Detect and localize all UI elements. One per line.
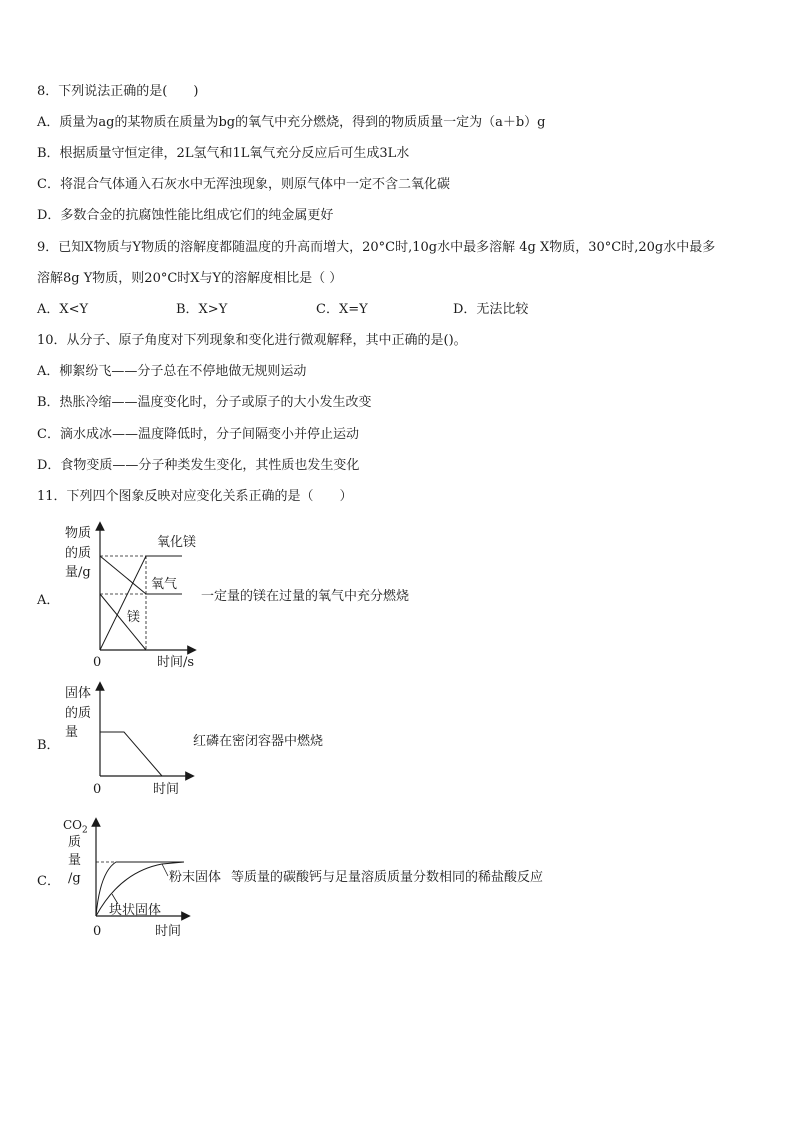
graph-c-label: C． <box>37 874 60 889</box>
q8-option-a: A．质量为ag的某物质在质量为bg的氧气中充分燃烧，得到的物质质量一定为（a＋b）g <box>37 115 546 130</box>
graph-a-origin: 0 <box>93 655 102 670</box>
q10-option-c: C．滴水成冰——温度降低时，分子间隔变小并停止运动 <box>37 427 359 442</box>
q11-stem: 11．下列四个图象反映对应变化关系正确的是（ ） <box>37 489 353 504</box>
graph-a-ylabel-2: 的质 <box>65 546 92 561</box>
q9-option-a: A．X<Y <box>37 302 89 317</box>
q10-option-b: B．热胀冷缩——温度变化时，分子或原子的大小发生改变 <box>37 395 372 410</box>
q10-stem: 10．从分子、原子角度对下列现象和变化进行微观解释，其中正确的是()。 <box>37 333 467 348</box>
graph-c-pointer-powder <box>162 864 168 876</box>
graph-a-curve-mgo <box>100 556 182 650</box>
q9-stem-line2: 溶解8g Y物质，则20°C时X与Y的溶解度相比是（ ） <box>37 271 343 286</box>
graph-c-ylabel-3: 量 <box>68 853 82 868</box>
graph-c-origin: 0 <box>93 924 102 939</box>
graph-a-description: 一定量的镁在过量的氧气中充分燃烧 <box>201 589 410 604</box>
graph-c-curve-label-powder: 粉末固体 <box>169 870 222 885</box>
graph-b-origin: 0 <box>93 782 102 797</box>
graph-c-xlabel: 时间 <box>155 924 182 939</box>
q9-stem-line1: 9．已知X物质与Y物质的溶解度都随温度的升高而增大，20°C时,10g水中最多溶解 4g X物质，30°C时,20g水中最多 <box>37 240 716 255</box>
q8-option-b: B．根据质量守恒定律，2L氢气和1L氧气充分反应后可生成3L水 <box>37 146 410 161</box>
graph-c-ylabel-4: /g <box>68 871 81 886</box>
q8-stem: 8．下列说法正确的是( ) <box>37 84 199 99</box>
graph-c-description: 等质量的碳酸钙与足量溶质质量分数相同的稀盐酸反应 <box>231 870 544 885</box>
q10-option-a: A．柳絮纷飞——分子总在不停地做无规则运动 <box>37 364 307 379</box>
q10-option-d: D．食物变质——分子种类发生变化，其性质也发生变化 <box>37 458 360 473</box>
q9-option-d: D．无法比较 <box>453 302 529 317</box>
graph-b-curve <box>100 732 162 776</box>
graph-b-label: B． <box>37 738 60 753</box>
graph-b-description: 红磷在密闭容器中燃烧 <box>193 734 324 749</box>
graph-b-plot <box>90 680 200 780</box>
graph-b-ylabel-3: 量 <box>65 725 79 740</box>
q9-option-c: C．X=Y <box>316 302 368 317</box>
graph-a-ylabel-3: 量/g <box>65 565 91 580</box>
graph-b-ylabel-1: 固体 <box>65 686 92 701</box>
graph-c-curve-label-block: 块状固体 <box>109 903 162 918</box>
graph-a-curve-label-mgo: 氧化镁 <box>157 535 197 550</box>
graph-c-ylabel-1: $CO_2$ <box>63 818 88 836</box>
graph-b-ylabel-2: 的质 <box>65 706 92 721</box>
graph-a-curve-label-mg: 镁 <box>127 610 141 625</box>
q9-option-b: B．X>Y <box>176 302 228 317</box>
graph-b-xlabel: 时间 <box>153 782 180 797</box>
q8-option-c: C．将混合气体通入石灰水中无浑浊现象，则原气体中一定不含二氧化碳 <box>37 177 450 192</box>
graph-a-curve-label-o2: 氧气 <box>151 577 178 592</box>
graph-c-ylabel-2: 质 <box>68 835 82 850</box>
graph-a-ylabel-1: 物质 <box>65 526 92 541</box>
graph-a-xlabel: 时间/s <box>157 655 195 670</box>
graph-a-label: A． <box>37 593 60 608</box>
q8-option-d: D．多数合金的抗腐蚀性能比组成它们的纯金属更好 <box>37 208 334 223</box>
